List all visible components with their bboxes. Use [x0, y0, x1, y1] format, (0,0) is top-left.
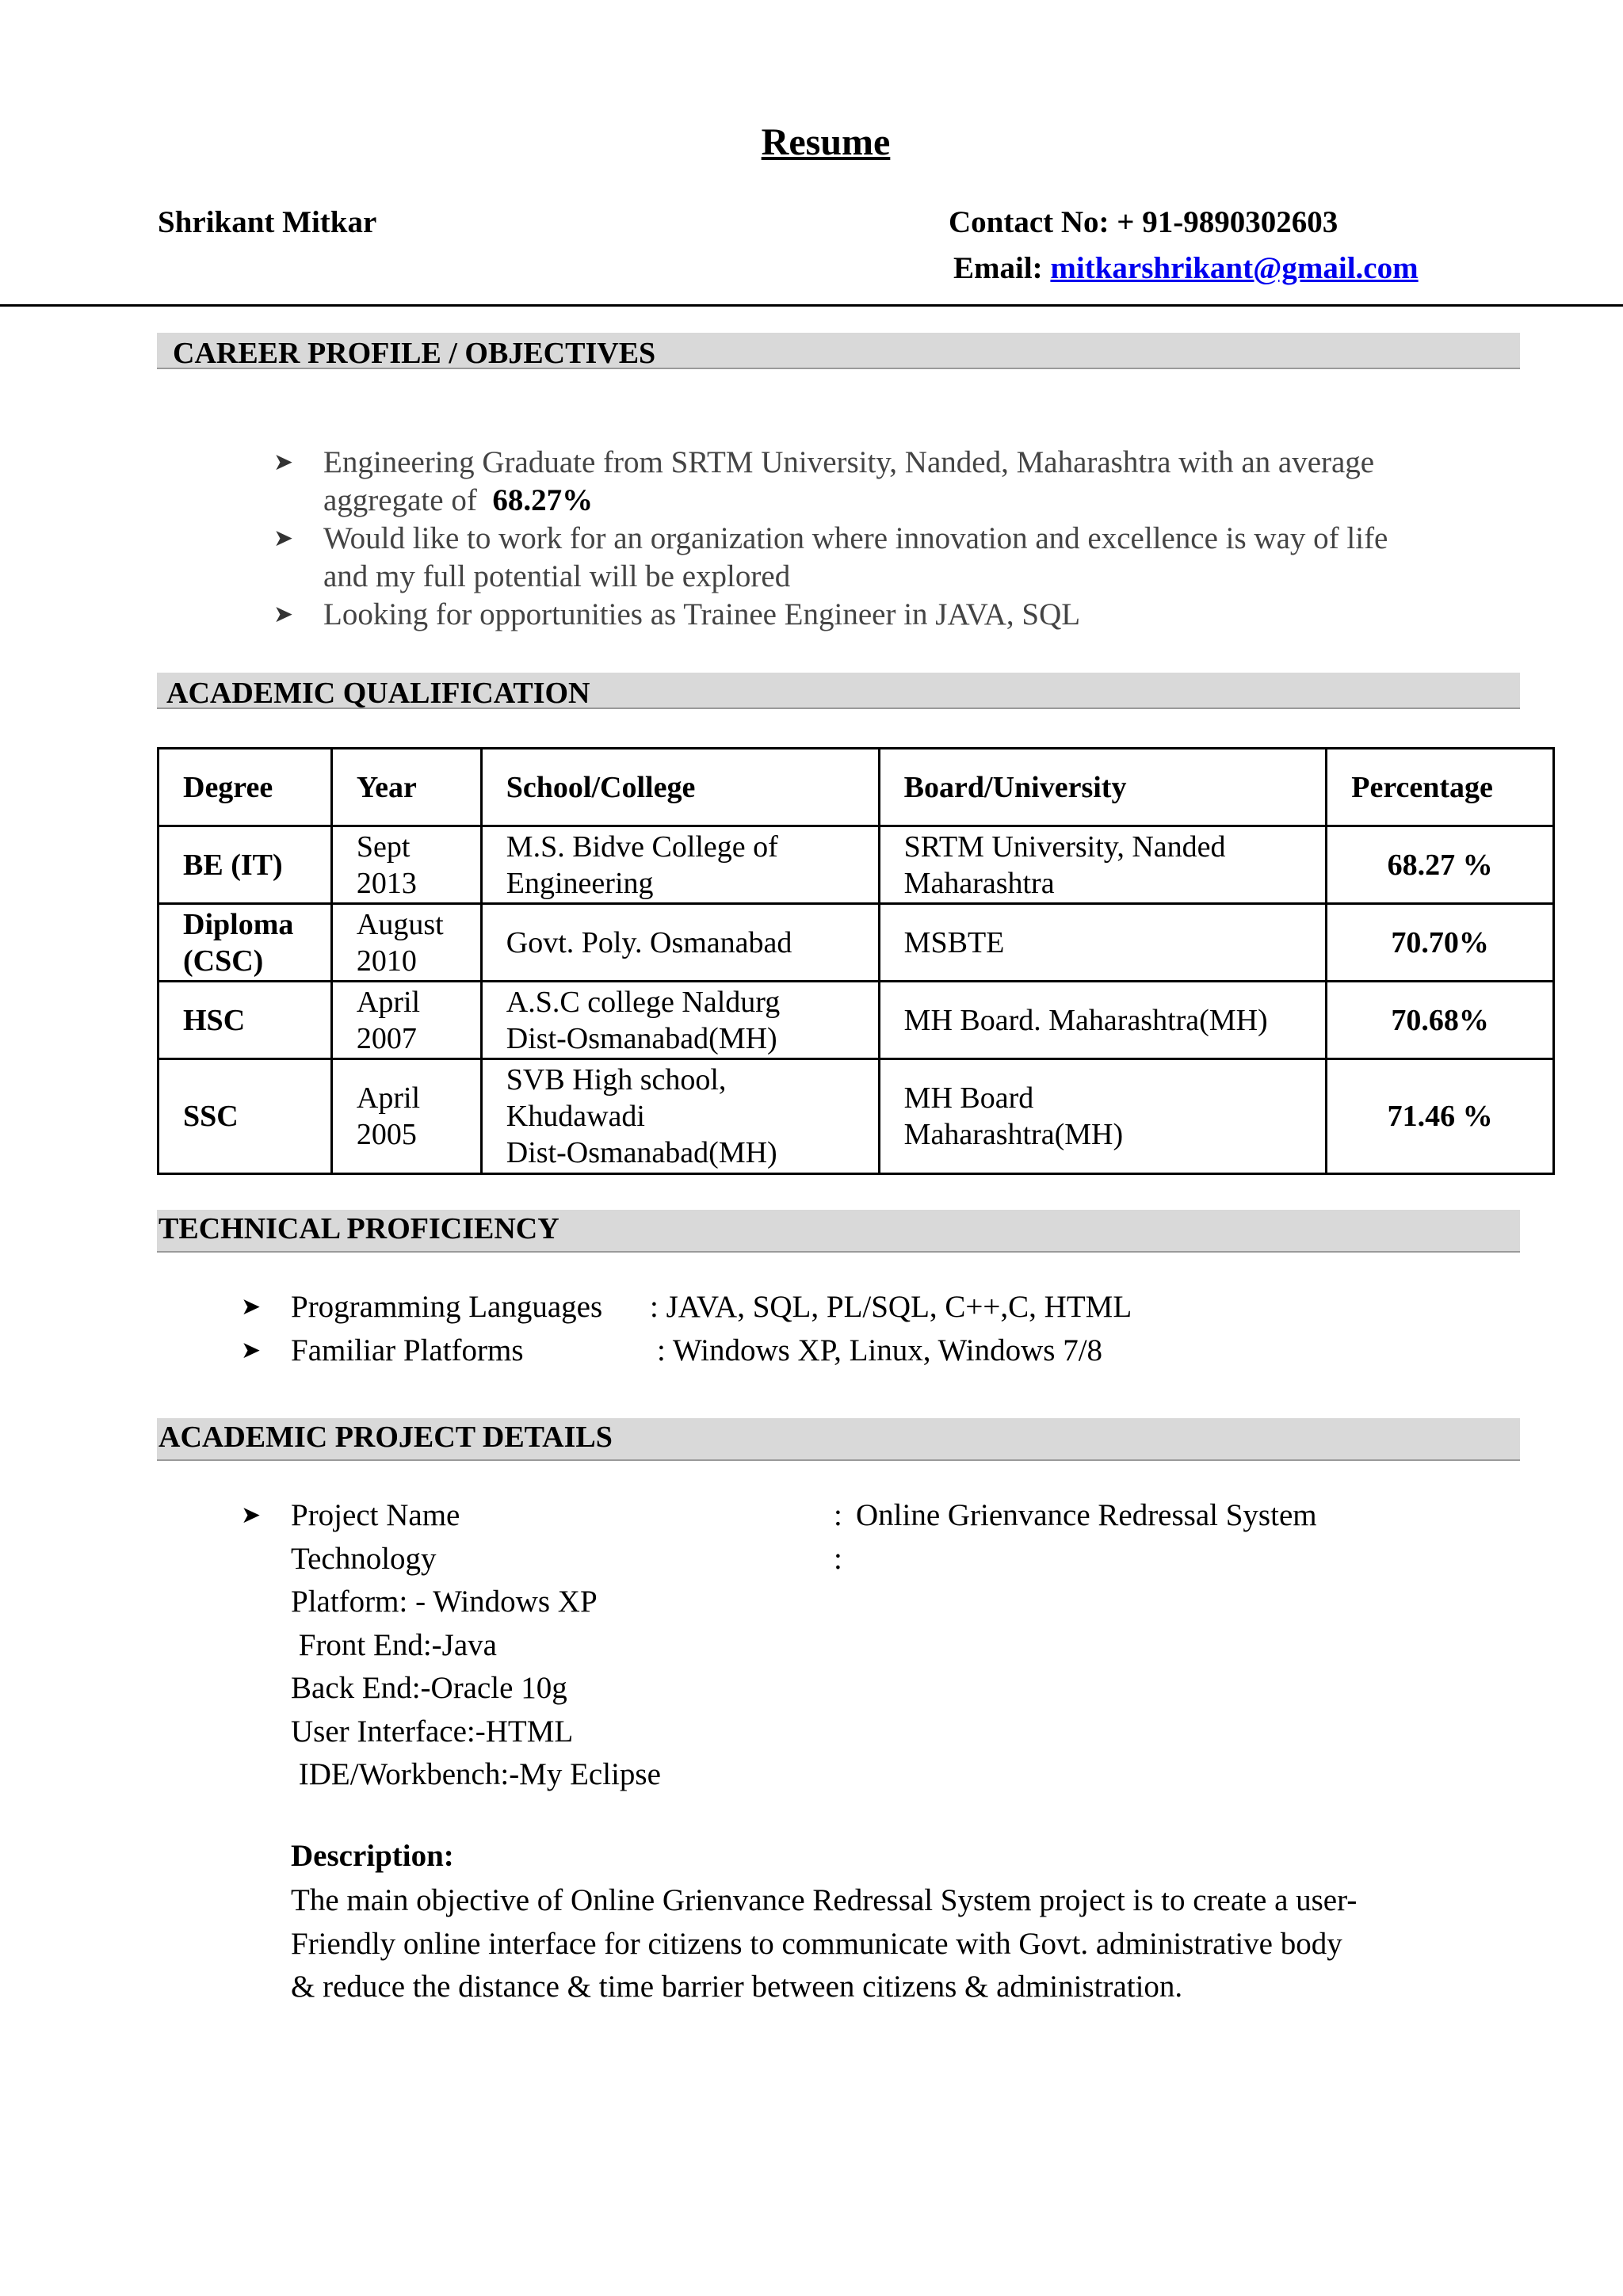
board-cell — [879, 826, 1327, 904]
degree-cell — [158, 826, 332, 904]
cell-line: Govt. Poly. Osmanabad — [506, 925, 792, 959]
year-cell — [331, 982, 481, 1059]
project-detail: Platform: - Windows XP — [291, 1585, 598, 1619]
aggregate-label: aggregate of — [323, 483, 493, 517]
school-cell — [481, 826, 879, 904]
description-heading: Description: — [291, 1839, 454, 1873]
arrow-bullet-icon: ➤ — [241, 1502, 262, 1528]
column-header: Year — [331, 749, 481, 826]
arrow-bullet-icon: ➤ — [241, 1294, 262, 1320]
cell-line: BE (IT) — [183, 848, 283, 882]
percentage-cell: 70.70% — [1327, 904, 1554, 982]
list-item — [273, 596, 1510, 634]
description-line: & reduce the distance & time barrier between citizens & administration. — [291, 1970, 1183, 2004]
table-row — [158, 826, 1554, 904]
email — [953, 250, 1419, 286]
school-cell — [481, 904, 879, 982]
cell-line: SSC — [183, 1100, 239, 1133]
objective-line — [323, 482, 1510, 520]
project-name-label: Project Name — [291, 1498, 460, 1532]
table-header-row — [158, 749, 1554, 826]
description-line: The main objective of Online Grienvance Redressal System project is to create a user- — [291, 1883, 1358, 1917]
cell-line: Dist-Osmanabad(MH) — [506, 1136, 777, 1169]
academic-table — [157, 747, 1555, 1175]
cell-line: SVB High school, — [506, 1063, 727, 1097]
skill-label: Familiar Platforms — [291, 1333, 524, 1367]
cell-line: M.S. Bidve College of — [506, 830, 778, 864]
cell-line: 2005 — [356, 1118, 417, 1151]
cell-line: August — [356, 907, 444, 941]
cell-line: Dist-Osmanabad(MH) — [506, 1021, 777, 1055]
objective-line: Engineering Graduate from SRTM University, Nanded, Maharashtra with an average — [323, 445, 1375, 479]
header-divider — [0, 304, 1623, 307]
column-header: Percentage — [1327, 749, 1554, 826]
cell-line: MSBTE — [903, 925, 1005, 959]
column-header: School/College — [481, 749, 879, 826]
list-item — [241, 1711, 1509, 1754]
percentage-cell: 68.27 % — [1327, 826, 1554, 904]
arrow-bullet-icon: ➤ — [241, 1337, 262, 1363]
contact-value: + 91-9890302603 — [1117, 205, 1338, 239]
cell-line: April — [356, 985, 421, 1019]
project-detail: Back End:-Oracle 10g — [291, 1671, 567, 1705]
degree-cell — [158, 904, 332, 982]
project-detail: User Interface:-HTML — [291, 1714, 574, 1749]
separator: : — [834, 1541, 842, 1576]
list-item — [241, 1494, 1509, 1538]
list-item — [241, 1581, 1509, 1624]
table-row — [158, 982, 1554, 1059]
cell-line: Khudawadi — [506, 1100, 645, 1133]
academic-section-header — [157, 673, 1520, 709]
description-text — [291, 1879, 1416, 2009]
project-section-header — [157, 1418, 1520, 1461]
list-item — [273, 520, 1510, 596]
degree-cell — [158, 982, 332, 1059]
contact-number — [949, 204, 1338, 240]
list-item — [241, 1753, 1509, 1797]
objective-line: and my full potential will be explored — [323, 559, 791, 593]
project-name-value: Online Grienvance Redressal System — [856, 1498, 1317, 1532]
objective-line: Looking for opportunities as Trainee Engineer in JAVA, SQL — [323, 597, 1081, 631]
table-row — [158, 904, 1554, 982]
project-heading: ACADEMIC PROJECT DETAILS — [158, 1421, 613, 1454]
percentage-cell: 70.68% — [1327, 982, 1554, 1059]
objective-line: Would like to work for an organization where innovation and excellence is way of life — [323, 521, 1388, 555]
cell-line: April — [356, 1081, 421, 1115]
cell-line: MH Board. Maharashtra(MH) — [903, 1003, 1268, 1037]
project-detail: IDE/Workbench:-My Eclipse — [291, 1757, 661, 1791]
percentage-cell: 71.46 % — [1327, 1059, 1554, 1174]
skill-label: Programming Languages — [291, 1290, 603, 1324]
list-item — [241, 1538, 1509, 1581]
aggregate-value: 68.27% — [492, 483, 594, 517]
resume-title: Resume — [761, 121, 891, 163]
cell-line: A.S.C college Naldurg — [506, 985, 781, 1019]
cell-line: 2013 — [356, 866, 417, 900]
cell-line: SRTM University, Nanded — [903, 830, 1226, 864]
email-link[interactable]: mitkarshrikant@gmail.com — [1050, 251, 1419, 285]
cell-line: Maharashtra — [903, 866, 1055, 900]
technical-heading: TECHNICAL PROFICIENCY — [158, 1212, 559, 1245]
column-header: Board/University — [879, 749, 1327, 826]
board-cell — [879, 904, 1327, 982]
technology-label: Technology — [291, 1541, 437, 1576]
separator: : — [834, 1498, 842, 1532]
list-item — [241, 1667, 1509, 1711]
cell-line: Diploma — [183, 907, 294, 941]
cell-line: HSC — [183, 1003, 246, 1037]
candidate-name: Shrikant Mitkar — [158, 205, 377, 239]
list-item — [273, 444, 1510, 520]
table-row — [158, 1059, 1554, 1174]
list-item — [241, 1624, 1509, 1668]
school-cell — [481, 1059, 879, 1174]
year-cell — [331, 826, 481, 904]
column-header: Degree — [158, 749, 332, 826]
year-cell — [331, 904, 481, 982]
cell-line: 2007 — [356, 1021, 417, 1055]
project-detail: Front End:-Java — [291, 1627, 497, 1662]
technical-section-header — [157, 1210, 1520, 1253]
year-cell — [331, 1059, 481, 1174]
skill-value: : Windows XP, Linux, Windows 7/8 — [657, 1333, 1103, 1367]
skill-value: : JAVA, SQL, PL/SQL, C++,C, HTML — [650, 1290, 1132, 1324]
cell-line: MH Board — [903, 1081, 1034, 1115]
academic-heading: ACADEMIC QUALIFICATION — [166, 677, 590, 710]
cell-line: Engineering — [506, 866, 654, 900]
degree-cell — [158, 1059, 332, 1174]
cell-line: 2010 — [356, 944, 417, 978]
career-objectives-list — [273, 444, 1510, 634]
project-details — [241, 1494, 1509, 1797]
cell-line: Sept — [356, 830, 411, 864]
arrow-bullet-icon: ➤ — [273, 449, 294, 475]
career-section-header — [157, 333, 1520, 369]
email-label: Email: — [953, 251, 1051, 285]
school-cell — [481, 982, 879, 1059]
board-cell — [879, 982, 1327, 1059]
board-cell — [879, 1059, 1327, 1174]
contact-label: Contact No: — [949, 205, 1117, 239]
cell-line: (CSC) — [183, 944, 264, 978]
description-line: Friendly online interface for citizens to communicate with Govt. administrative body — [291, 1926, 1342, 1961]
arrow-bullet-icon: ➤ — [273, 601, 294, 627]
arrow-bullet-icon: ➤ — [273, 525, 294, 551]
cell-line: Maharashtra(MH) — [903, 1118, 1124, 1151]
career-heading: CAREER PROFILE / OBJECTIVES — [173, 337, 656, 370]
